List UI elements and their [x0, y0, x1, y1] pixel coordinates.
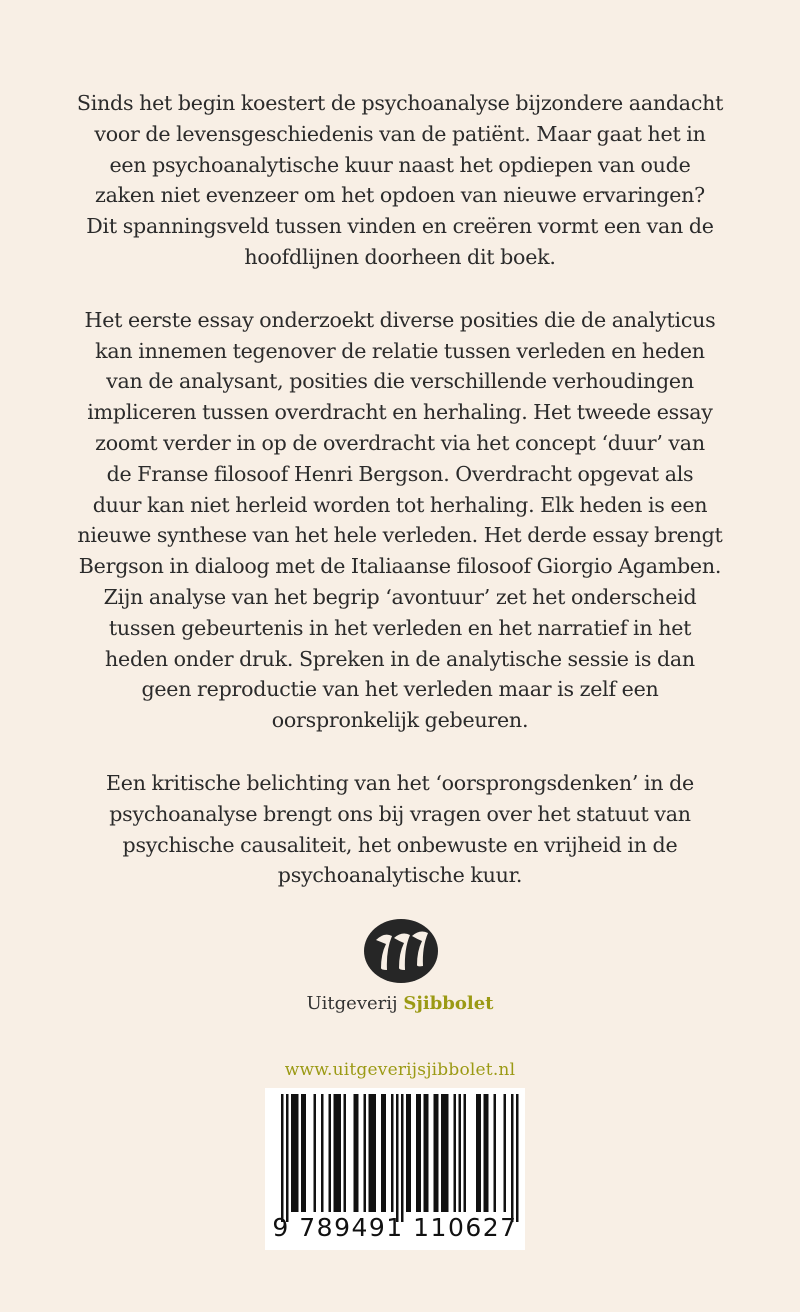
text-line: Dit spanningsveld tussen vinden en creëren vormt een van de — [86, 214, 714, 239]
text-line: psychoanalyse brengt ons bij vragen over het statuut van — [109, 801, 691, 826]
barcode-bar — [384, 1094, 387, 1212]
text-line: Een kritische belichting van het ‘oorsprongsdenken’ in de — [106, 770, 694, 795]
barcode-bar — [354, 1094, 357, 1212]
barcode-bar — [296, 1094, 299, 1212]
barcode-bar — [374, 1094, 377, 1212]
publisher-website: www.uitgeverijsjibbolet.nl — [284, 1060, 516, 1080]
text-line: psychische causaliteit, het onbewuste en vrijheid in de — [122, 832, 678, 857]
barcode-bar — [419, 1094, 422, 1212]
barcode-bar — [321, 1094, 324, 1212]
barcode-bar — [291, 1094, 294, 1212]
barcode-bar — [446, 1094, 449, 1212]
barcode-bar — [356, 1094, 359, 1212]
barcode-bar — [336, 1094, 339, 1212]
barcode-bar — [434, 1094, 437, 1212]
text-line: Het eerste essay onderzoekt diverse posities die de analyticus — [84, 307, 716, 332]
text-line: heden onder druk. Spreken in de analytische sessie is dan — [105, 646, 695, 671]
barcode-bar — [436, 1094, 439, 1212]
barcode-bar — [334, 1094, 337, 1212]
barcode-bar — [364, 1094, 367, 1212]
text-line: kan innemen tegenover de relatie tussen verleden en heden — [95, 338, 705, 363]
text-line: voor de levensgeschiedenis van de patiënt. Maar gaat het in — [94, 121, 706, 146]
barcode-bar — [464, 1094, 467, 1212]
barcode-bar — [339, 1094, 342, 1212]
text-line: tussen gebeurtenis in het verleden en het narratief in het — [108, 615, 692, 640]
text-line: de Franse filosoof Henri Bergson. Overdracht opgevat als — [106, 461, 694, 486]
barcode-bar — [484, 1094, 487, 1212]
barcode-bar — [459, 1094, 462, 1212]
barcode-bar — [504, 1094, 507, 1212]
barcode-bar — [441, 1094, 444, 1212]
text-line: van de analysant, posities die verschillende verhoudingen — [106, 369, 694, 394]
barcode-bar — [416, 1094, 419, 1212]
text-line: psychoanalytische kuur. — [277, 863, 523, 888]
barcode-bar — [454, 1094, 457, 1212]
text-line: geen reproductie van het verleden maar is zelf een — [141, 677, 659, 702]
barcode-bar — [486, 1094, 489, 1212]
barcode-bar — [426, 1094, 429, 1212]
barcode-bar — [424, 1094, 427, 1212]
sjibbolet-logo-icon — [362, 916, 440, 984]
barcode-bar — [314, 1094, 317, 1212]
barcode-bar — [329, 1094, 332, 1212]
barcode-bar — [511, 1094, 514, 1222]
paragraph-2 — [60, 305, 740, 736]
barcode-bar — [401, 1094, 404, 1222]
text-line: Bergson in dialoog met de Italiaanse filosoof Giorgio Agamben. — [78, 554, 722, 579]
publisher-prefix: Uitgeverij — [306, 993, 398, 1014]
barcode-bar — [516, 1094, 519, 1222]
text-line: zaken niet evenzeer om het opdoen van nieuwe ervaringen? — [95, 183, 705, 208]
text-line: Zijn analyse van het begrip ‘avontuur’ zet het onderscheid — [103, 584, 697, 609]
text-line: duur kan niet herleid worden tot herhaling. Elk heden is een — [92, 492, 708, 517]
barcode-bar — [304, 1094, 307, 1212]
text-line: impliceren tussen overdracht en herhaling. Het tweede essay — [87, 400, 713, 425]
text-line: oorspronkelijk gebeuren. — [271, 708, 529, 733]
barcode-bar — [286, 1094, 289, 1222]
barcode-bar — [444, 1094, 447, 1212]
isbn-number: 9 789491 110627 — [272, 1213, 518, 1242]
barcode-bar — [381, 1094, 384, 1212]
barcode-bar — [406, 1094, 409, 1212]
barcode-bar — [409, 1094, 412, 1212]
text-line: Sinds het begin koestert de psychoanalyse bijzondere aandacht — [76, 91, 724, 115]
barcode-bar — [369, 1094, 372, 1212]
barcode-bar — [391, 1094, 394, 1212]
barcode-bar — [344, 1094, 347, 1212]
text-line: nieuwe synthese van het hele verleden. Het derde essay brengt — [77, 523, 723, 548]
barcode-bar — [396, 1094, 399, 1222]
text-line: zoomt verder in op de overdracht via het concept ‘duur’ van — [95, 430, 705, 455]
barcode-bar — [301, 1094, 304, 1212]
barcode-bar — [479, 1094, 482, 1212]
back-cover-blurb — [60, 88, 740, 923]
barcode-bar — [294, 1094, 297, 1212]
isbn-barcode — [265, 1088, 525, 1250]
barcode-bar — [371, 1094, 374, 1212]
text-line: hoofdlijnen doorheen dit boek. — [244, 244, 556, 269]
barcode-bar — [476, 1094, 479, 1212]
barcode-bar — [494, 1094, 497, 1212]
publisher-brand: Sjibbolet — [403, 993, 494, 1014]
barcode-bar — [281, 1094, 284, 1222]
paragraph-1 — [60, 88, 740, 273]
paragraph-3 — [60, 768, 740, 891]
text-line: een psychoanalytische kuur naast het opdiepen van oude — [109, 152, 691, 177]
publisher-name — [0, 993, 800, 1014]
